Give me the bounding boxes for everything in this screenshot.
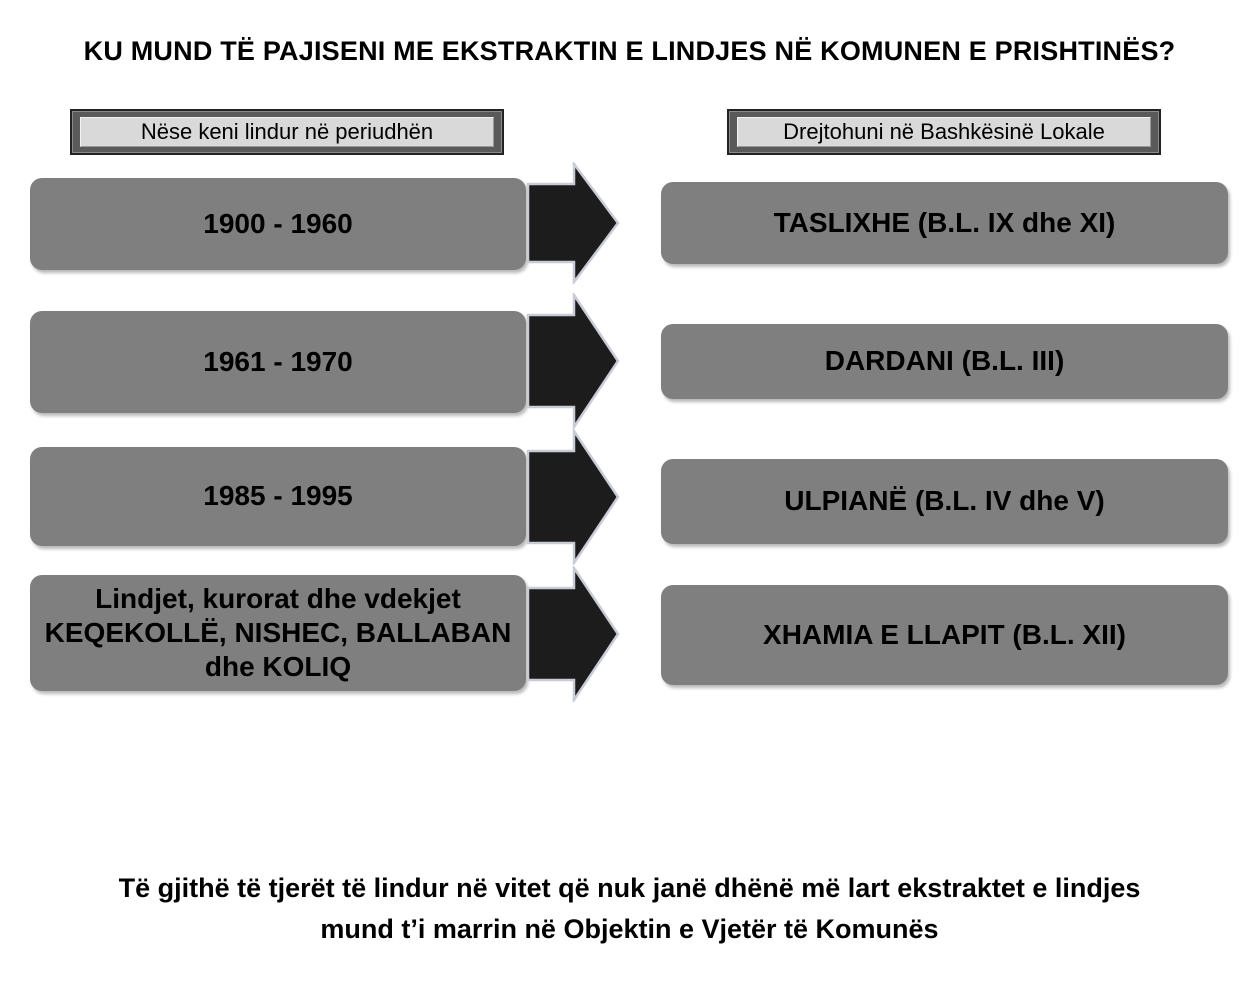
left-column-header: [70, 109, 504, 155]
right-column-header-label: Drejtohuni në Bashkësinë Lokale: [737, 117, 1151, 147]
footer-note: [0, 868, 1259, 949]
right-column-header: [727, 109, 1161, 155]
period-label-2: 1961 - 1970: [203, 345, 353, 377]
office-label-4: XHAMIA E LLAPIT (B.L. XII): [763, 618, 1126, 650]
period-box-2: [30, 311, 526, 413]
footer-line-1: Të gjithë të tjerët të lindur në vitet që nuk janë dhënë më lart ekstraktet e lindjes: [118, 873, 1141, 903]
period-box-4: [30, 575, 526, 691]
period-label-4-line-3: dhe KOLIQ: [204, 651, 352, 683]
office-label-3: ULPIANË (B.L. IV dhe V): [784, 485, 1105, 517]
period-label-4-line-1: Lindjet, kurorat dhe vdekjet: [95, 582, 461, 614]
office-box-3: [661, 459, 1228, 544]
period-label-4-line-2: KEQEKOLLË, NISHEC, BALLABAN: [44, 616, 512, 648]
period-label-3: 1985 - 1995: [203, 480, 353, 512]
left-column-header-label: Nëse keni lindur në periudhën: [80, 117, 494, 147]
arrow-icon-1: [526, 162, 622, 284]
period-label-1: 1900 - 1960: [203, 207, 353, 239]
office-box-2: [661, 324, 1228, 399]
office-label-1: TASLIXHE (B.L. IX dhe XI): [773, 206, 1116, 238]
office-label-2: DARDANI (B.L. III): [824, 345, 1065, 377]
period-box-3: [30, 447, 526, 546]
page-title: KU MUND TË PAJISENI ME EKSTRAKTIN E LINDJES NË KOMUNEN E PRISHTINËS?: [83, 36, 1176, 66]
arrow-icon-4: [526, 566, 622, 702]
footer-line-2: mund t’i marrin në Objektin e Vjetër të Komunës: [320, 913, 939, 944]
arrow-icon-2: [526, 293, 622, 429]
office-box-1: [661, 182, 1228, 264]
office-box-4: [661, 585, 1228, 685]
period-box-1: [30, 178, 526, 270]
arrow-icon-3: [526, 429, 622, 565]
